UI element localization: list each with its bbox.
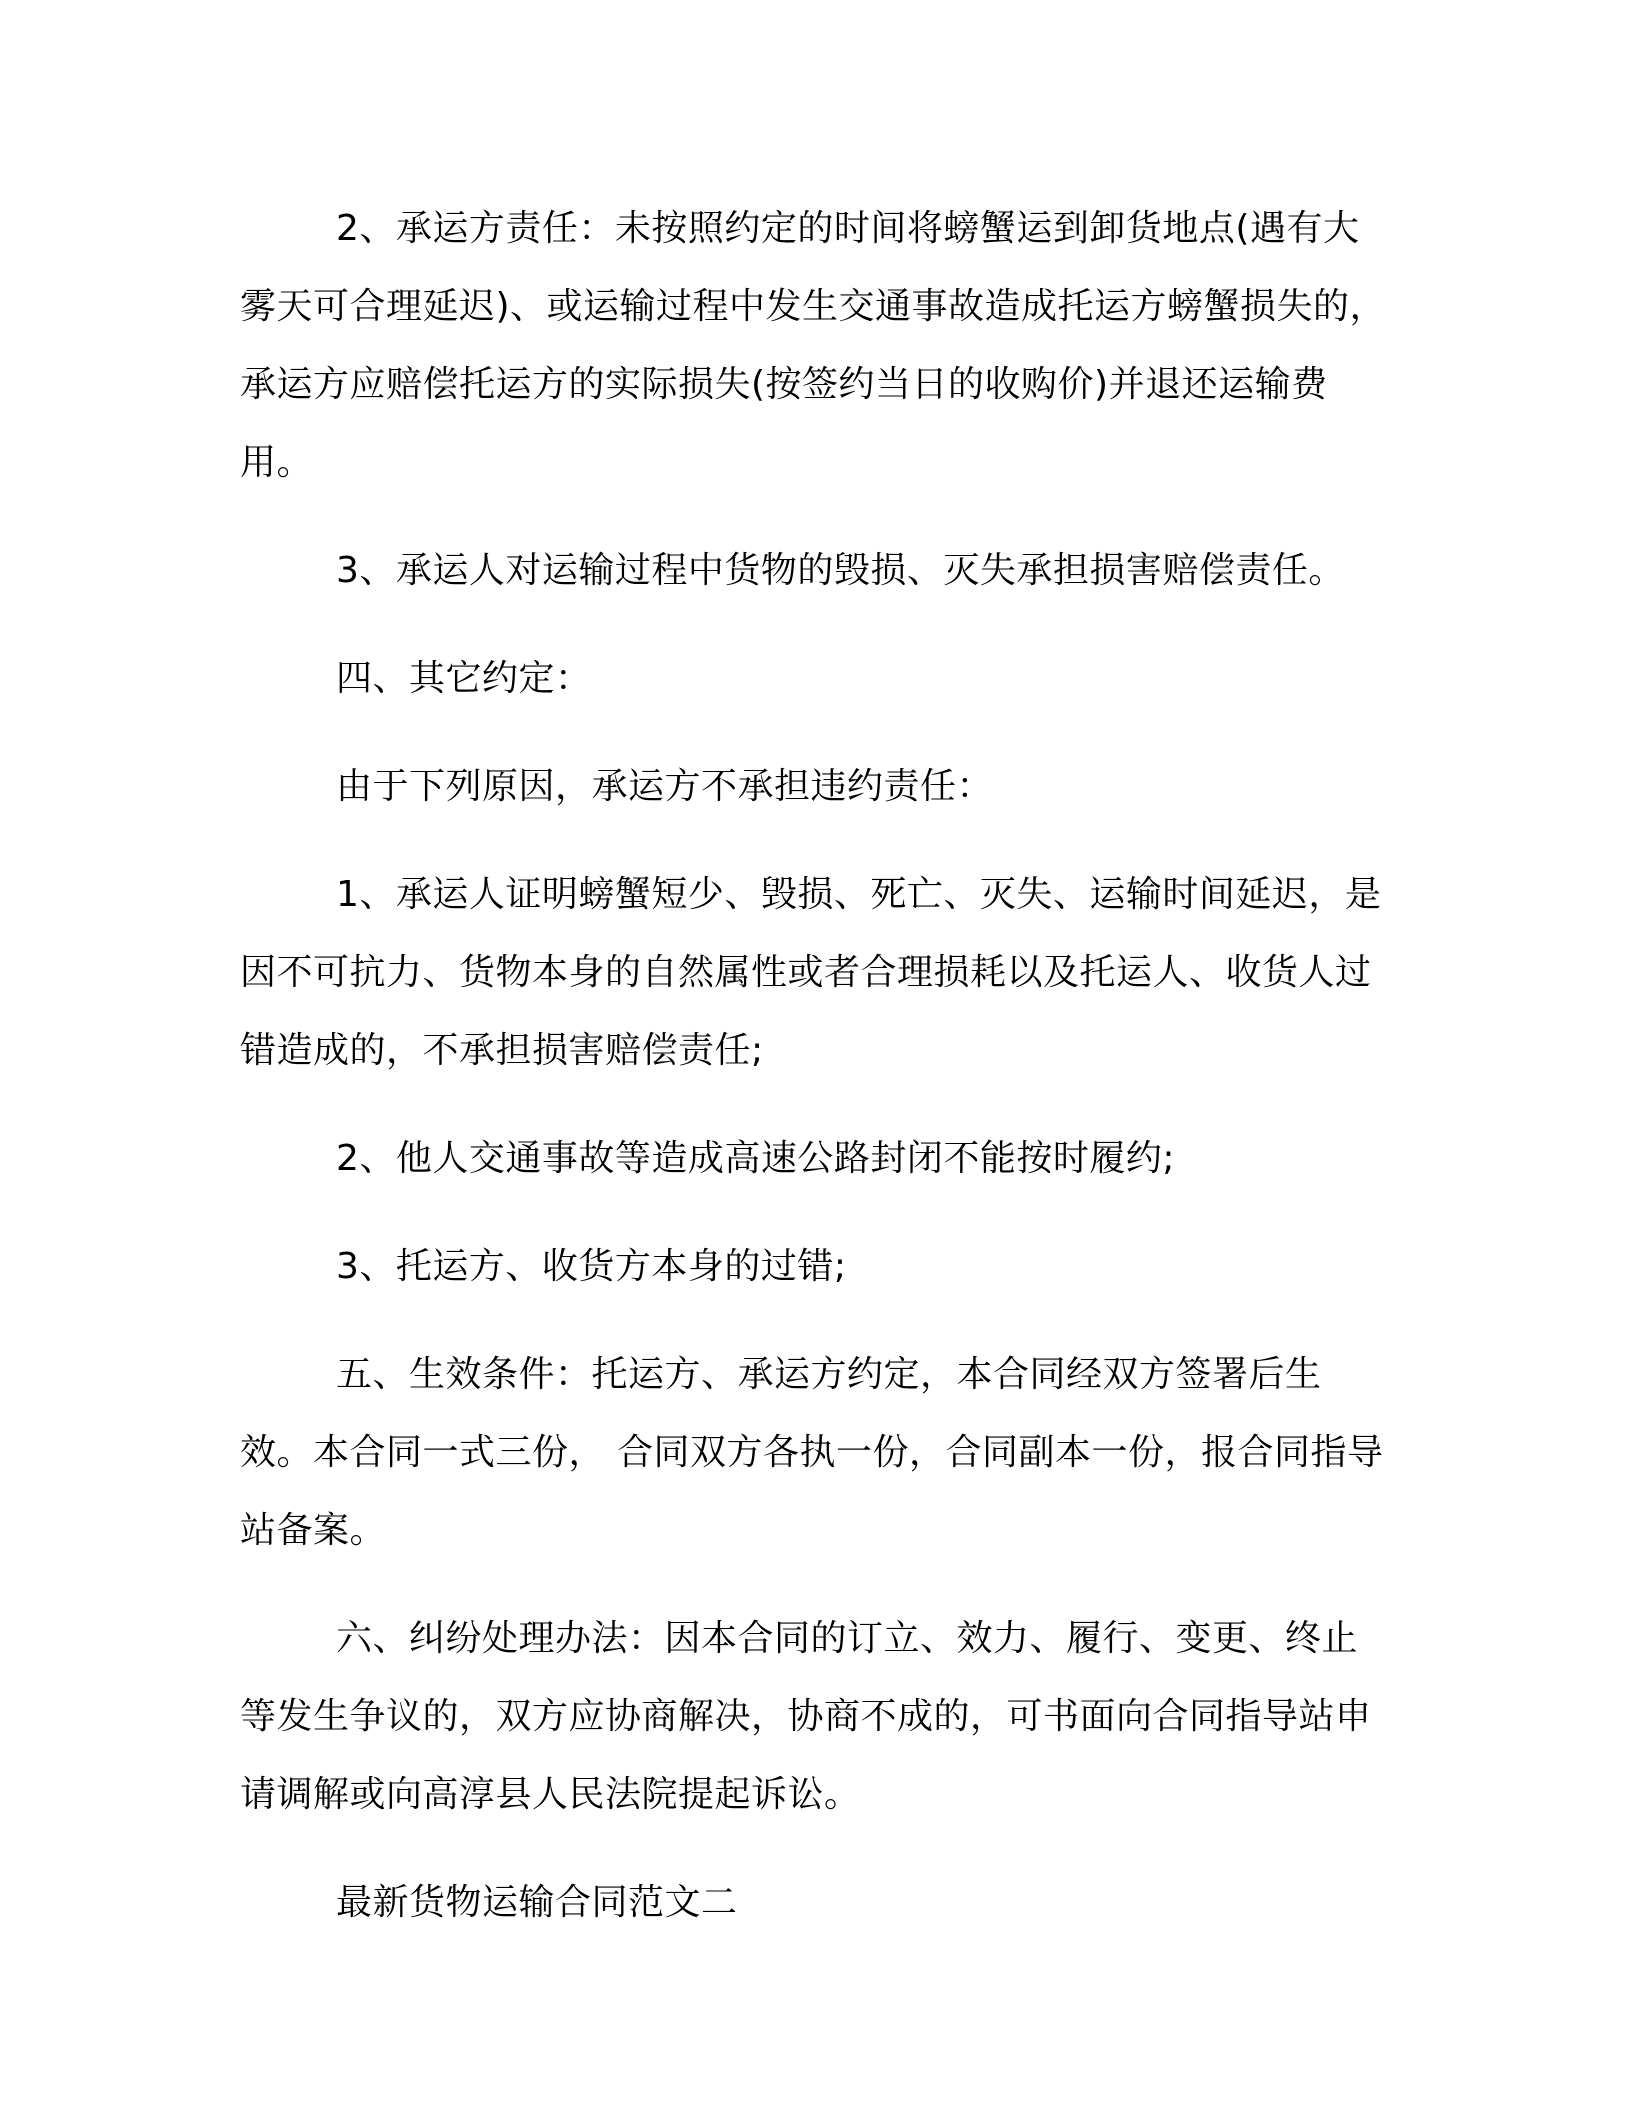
document-body: [240, 190, 1392, 1942]
paragraph-effective-conditions: 五、生效条件：托运方、承运方约定，本合同经双方签署后生效。本合同一式三份， 合同双方各执一份，合同副本一份，报合同指导站备案。: [240, 1354, 1384, 1551]
paragraph-exemption-1: 1、承运人证明螃蟹短少、毁损、死亡、灭失、运输时间延迟，是因不可抗力、货物本身的自然属性或者合理损耗以及托运人、收货人过错造成的，不承担损害赔偿责任;: [240, 874, 1382, 1071]
paragraph-damage-liability: 3、承运人对运输过程中货物的毁损、灭失承担损害赔偿责任。: [336, 550, 1345, 591]
paragraph-exemption-3: 3、托运方、收货方本身的过错;: [336, 1246, 847, 1287]
paragraph-dispute-resolution: 六、纠纷处理办法：因本合同的订立、效力、履行、变更、终止等发生争议的，双方应协商解决，协商不成的，可书面向合同指导站申请调解或向高淳县人民法院提起诉讼。: [240, 1618, 1372, 1815]
section-heading-other-agreements: 四、其它约定：: [336, 658, 592, 699]
paragraph-exemptions-intro: 由于下列原因，承运方不承担违约责任：: [336, 766, 994, 807]
paragraph-carrier-liability: 2、承运方责任：未按照约定的时间将螃蟹运到卸货地点(遇有大雾天可合理延迟)、或运输过程中发生交通事故造成托运方螃蟹损失的，承运方应赔偿托运方的实际损失(按签约当日的收购价)并退还运输费用。: [240, 208, 1387, 483]
paragraph-exemption-2: 2、他人交通事故等造成高速公路封闭不能按时履约;: [336, 1138, 1176, 1179]
next-document-title: 最新货物运输合同范文二: [336, 1882, 738, 1923]
